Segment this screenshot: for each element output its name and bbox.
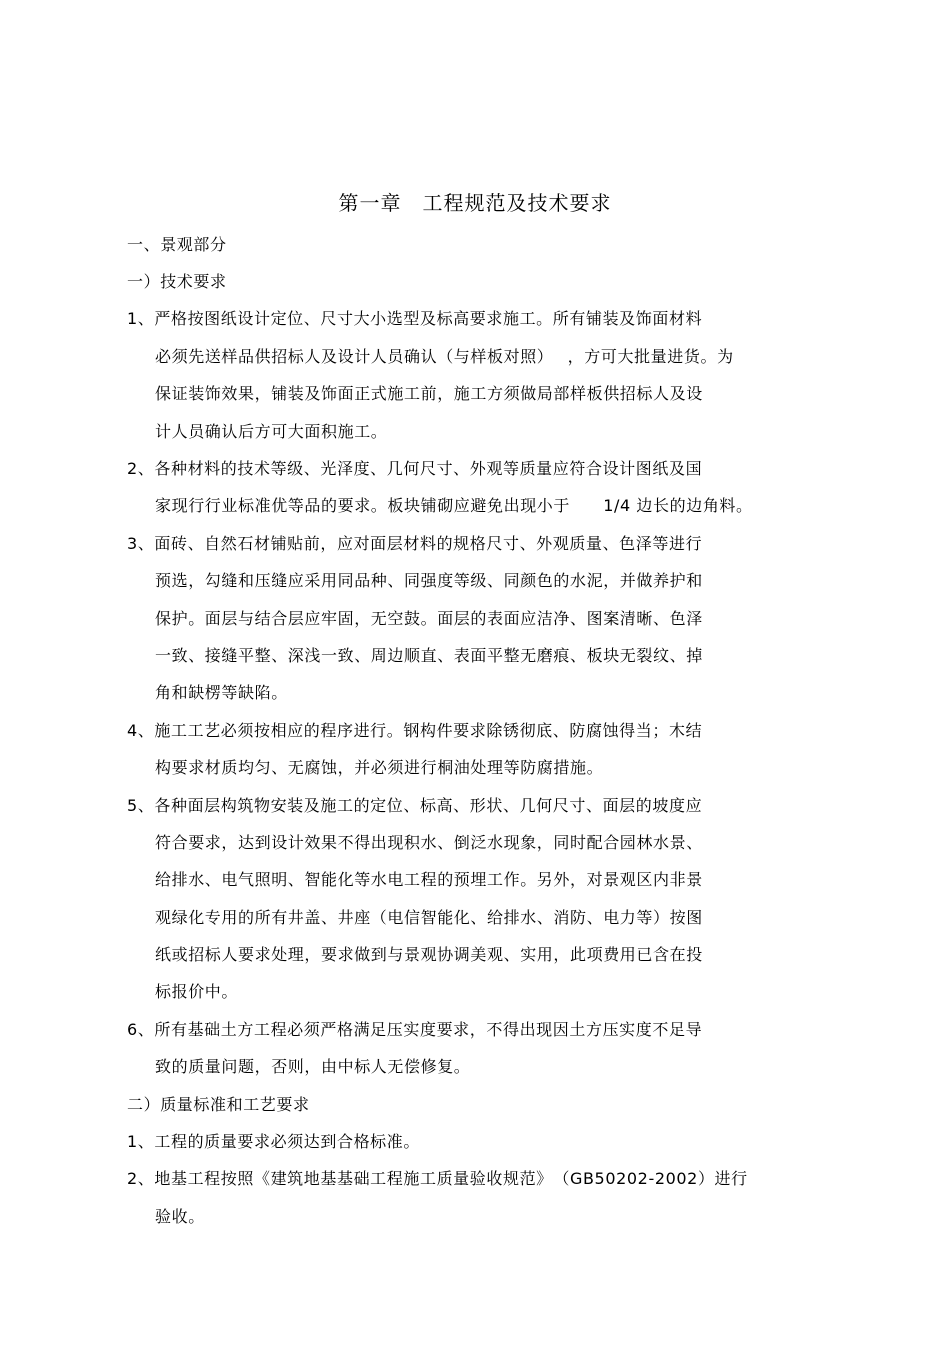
paragraph-line: 6、所有基础土方工程必须严格满足压实度要求，不得出现因土方压实度不足导: [127, 1020, 703, 1039]
paragraph-line: 保证装饰效果，铺装及饰面正式施工前，施工方须做局部样板供招标人及设: [155, 384, 703, 403]
paragraph-line: 验收。: [155, 1207, 205, 1226]
chapter-title: 第一章 工程规范及技术要求: [338, 191, 612, 215]
paragraph-line: 1、工程的质量要求必须达到合格标准。: [127, 1132, 420, 1151]
section-heading: 一、景观部分: [127, 235, 227, 254]
paragraph-line: 标报价中。: [155, 982, 239, 1001]
paragraph-line: 角和缺楞等缺陷。: [155, 683, 288, 702]
paragraph-line: 2、地基工程按照《建筑地基基础工程施工质量验收规范》 （GB50202-2002）进行: [127, 1169, 748, 1188]
paragraph-line: 构要求材质均匀、无腐蚀，并必须进行桐油处理等防腐措施。: [155, 758, 604, 777]
paragraph-line: 给排水、电气照明、智能化等水电工程的预埋工作。另外，对景观区内非景: [155, 870, 703, 889]
paragraph-line: 4、施工工艺必须按相应的程序进行。钢构件要求除锈彻底、防腐蚀得当；木结: [127, 721, 703, 740]
subsection-heading: 二）质量标准和工艺要求: [127, 1095, 310, 1114]
paragraph-line: 2、各种材料的技术等级、光泽度、几何尺寸、外观等质量应符合设计图纸及国: [127, 459, 703, 478]
paragraph-line: 5、各种面层构筑物安装及施工的定位、标高、形状、几何尺寸、面层的坡度应: [127, 796, 703, 815]
subsection-heading: 一）技术要求: [127, 272, 227, 291]
paragraph-line: 观绿化专用的所有井盖、井座（电信智能化、给排水、消防、电力等）按图: [155, 908, 703, 927]
paragraph-line: 致的质量问题，否则，由中标人无偿修复。: [155, 1057, 471, 1076]
paragraph-line: 纸或招标人要求处理，要求做到与景观协调美观、实用，此项费用已含在投: [155, 945, 703, 964]
paragraph-line: 一致、接缝平整、深浅一致、周边顺直、表面平整无磨痕、板块无裂纹、掉: [155, 646, 703, 665]
paragraph-line: 计人员确认后方可大面积施工。: [155, 422, 388, 441]
paragraph-line: 1、严格按图纸设计定位、尺寸大小选型及标高要求施工。所有铺装及饰面材料: [127, 309, 703, 328]
paragraph-line: 保护。面层与结合层应牢固，无空鼓。面层的表面应洁净、图案清晰、色泽: [155, 609, 703, 628]
paragraph-line: 必须先送样品供招标人及设计人员确认（与样板对照） ，方可大批量进货。为: [155, 347, 734, 366]
paragraph-line: 3、面砖、自然石材铺贴前，应对面层材料的规格尺寸、外观质量、色泽等进行: [127, 534, 703, 553]
paragraph-line: 预选，勾缝和压缝应采用同品种、同强度等级、同颜色的水泥，并做养护和: [155, 571, 703, 590]
paragraph-line: 家现行行业标准优等品的要求。板块铺砌应避免出现小于 1/4 边长的边角料。: [155, 496, 753, 515]
paragraph-line: 符合要求，达到设计效果不得出现积水、倒泛水现象，同时配合园林水景、: [155, 833, 703, 852]
